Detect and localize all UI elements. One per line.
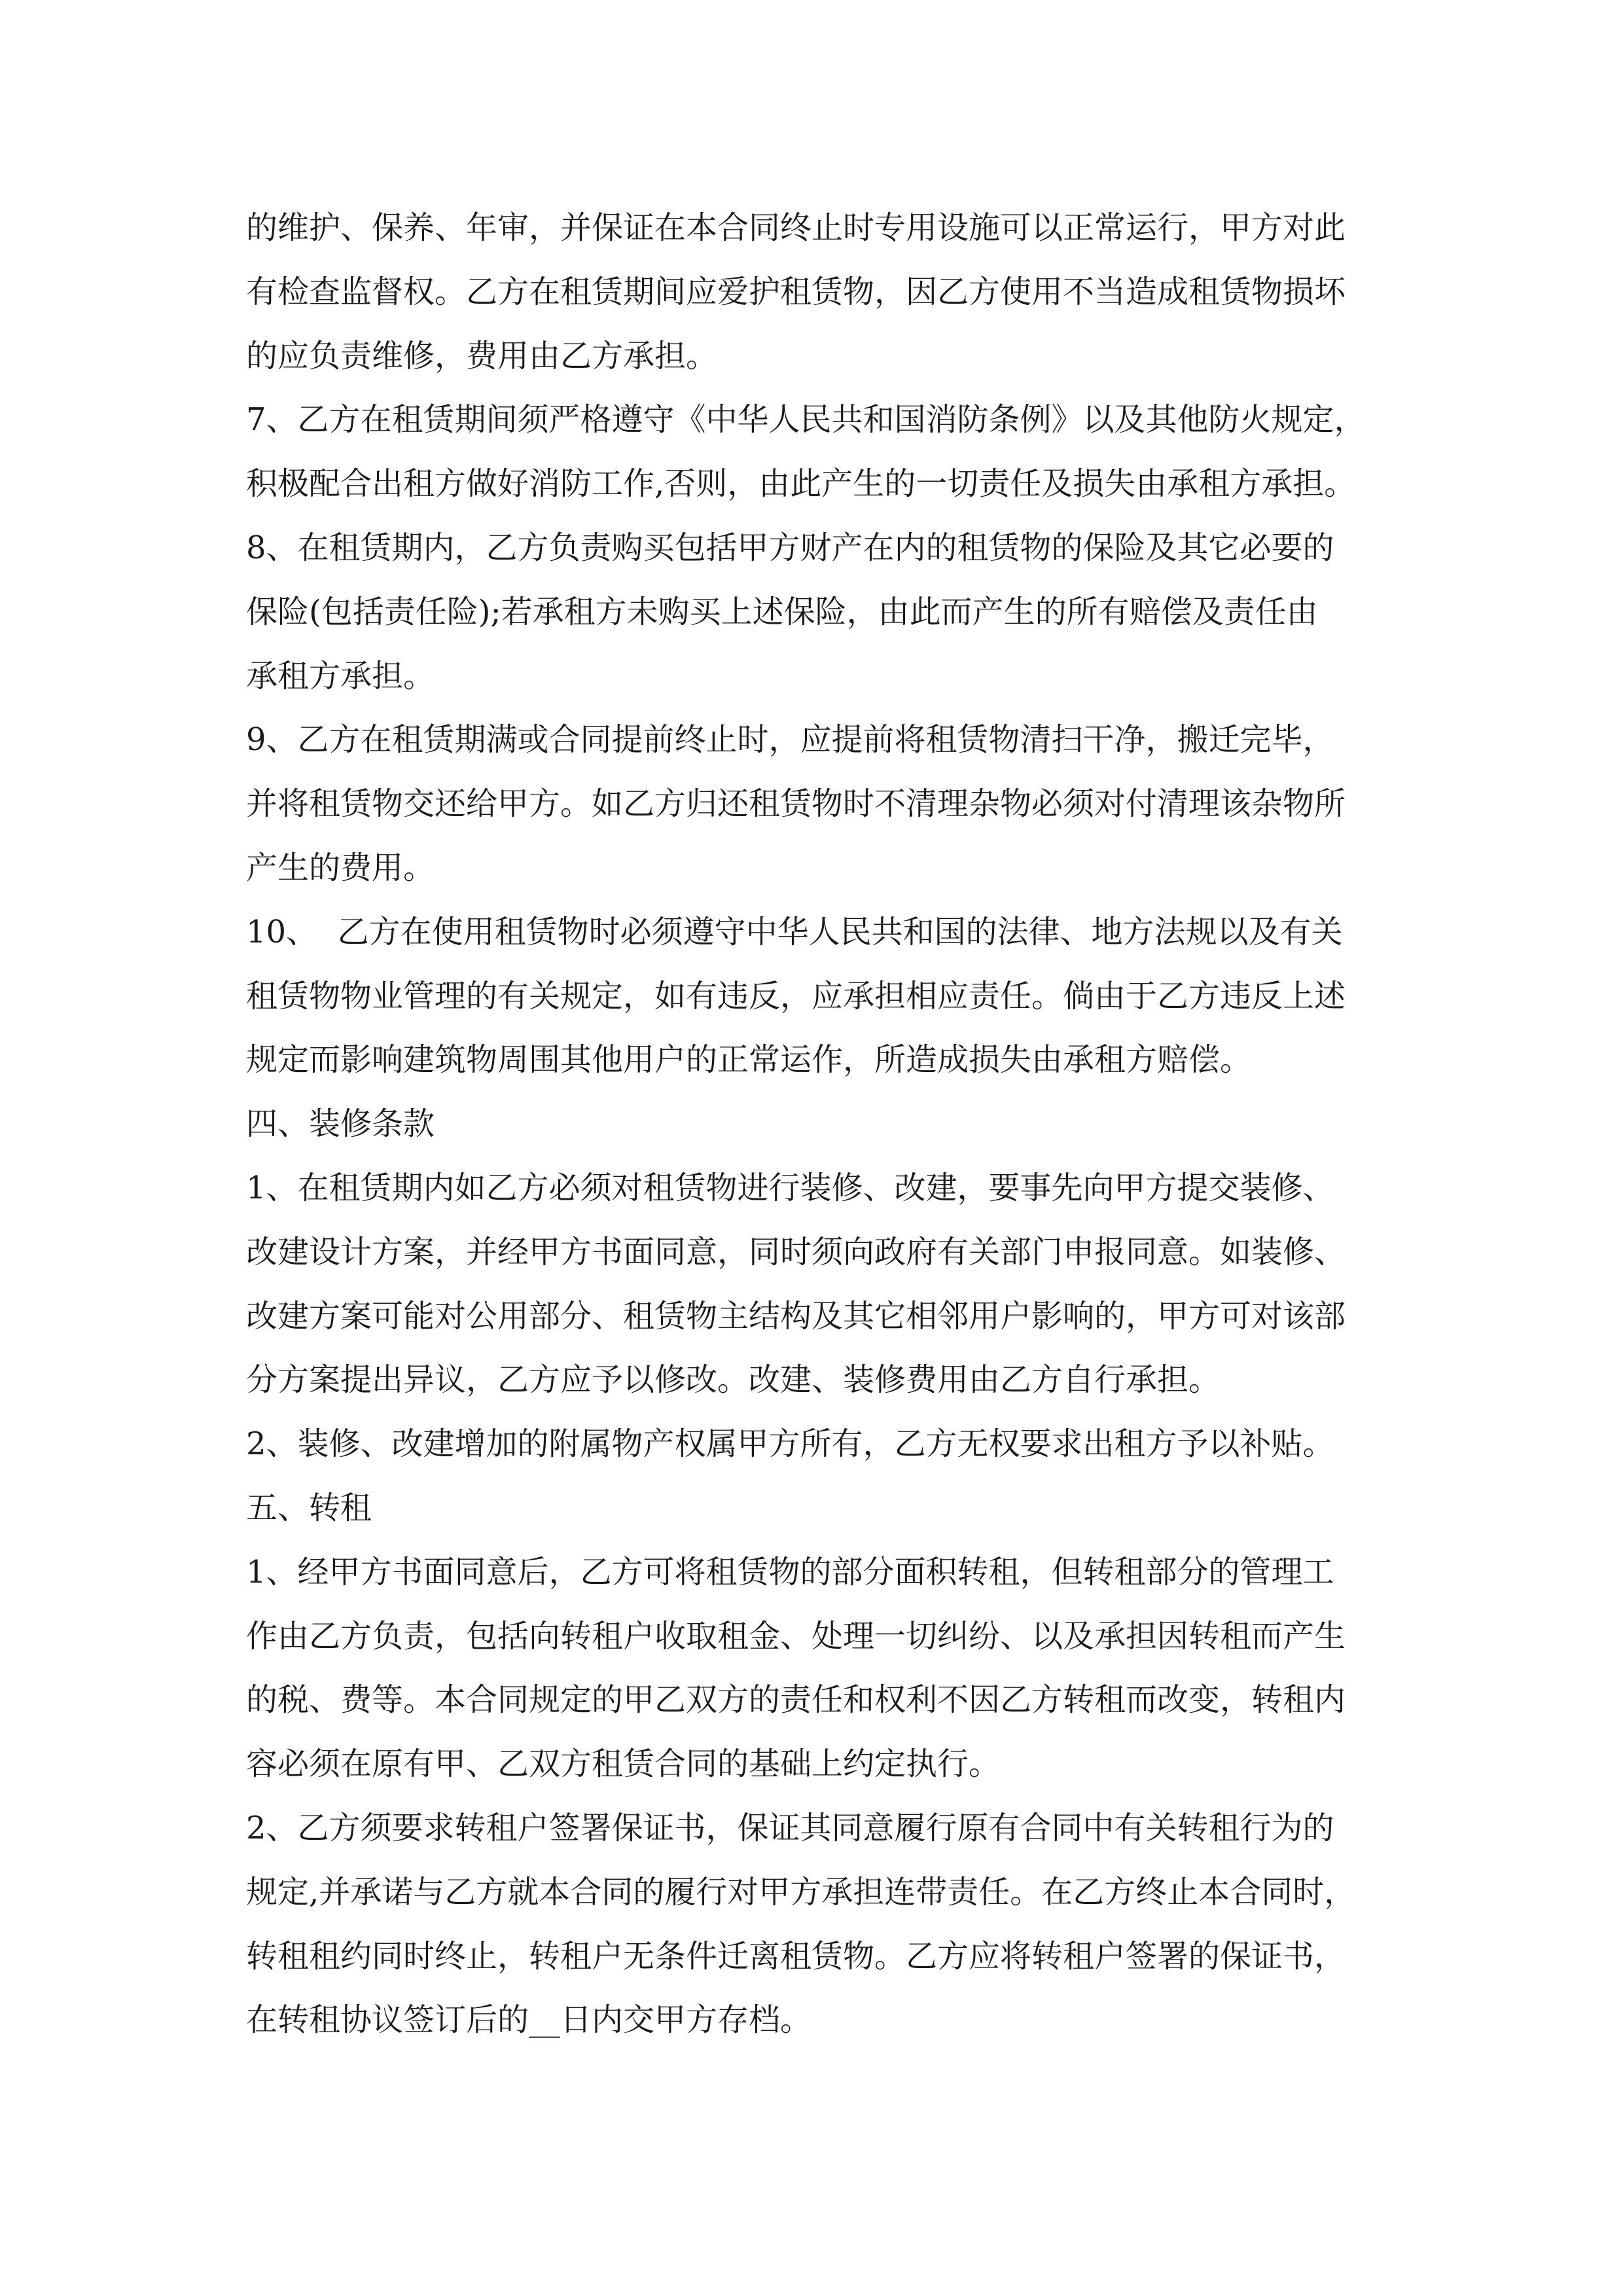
text-line: 租赁物物业管理的有关规定，如有违反，应承担相应责任。倘由于乙方违反上述 [246,977,1346,1014]
text-line: 容必须在原有甲、乙双方租赁合同的基础上约定执行。 [246,1746,1001,1783]
text-line: 保险(包括责任险);若承租方未购买上述保险，由此而产生的所有赔偿及责任由 [246,593,1318,630]
text-line: 产生的费用。 [246,849,435,886]
clause-9: 9、乙方在租赁期满或合同提前终止时，应提前将租赁物清扫干净，搬迁完毕， [246,721,1334,759]
clause-sublease-2: 2、乙方须要求转租户签署保证书，保证其同意履行原有合同中有关转租行为的 [246,1809,1334,1846]
clause-renovation-1: 1、在租赁期内如乙方必须对租赁物进行装修、改建，要事先向甲方提交装修、 [246,1169,1334,1206]
clause-10: 10、 乙方在使用租赁物时必须遵守中华人民共和国的法律、地方法规以及有关 [246,913,1343,950]
clause-8: 8、在租赁期内，乙方负责购买包括甲方财产在内的租赁物的保险及其它必要的 [246,529,1334,566]
section-heading-renovation: 四、装修条款 [246,1105,435,1143]
text-line: 分方案提出异议，乙方应予以修改。改建、装修费用由乙方自行承担。 [246,1361,1221,1399]
text-line: 的应负责维修，费用由乙方承担。 [246,337,718,374]
text-line: 规定而影响建筑物周围其他用户的正常运作，所造成损失由承租方赔偿。 [246,1041,1252,1079]
text-line: 的税、费等。本合同规定的甲乙双方的责任和权利不因乙方转租而改变，转租内 [246,1681,1346,1719]
clause-sublease-1: 1、经甲方书面同意后，乙方可将租赁物的部分面积转租，但转租部分的管理工 [246,1553,1334,1590]
text-line: 作由乙方负责，包括向转租户收取租金、处理一切纠纷、以及承担因转租而产生 [246,1617,1346,1655]
clause-renovation-2: 2、装修、改建增加的附属物产权属甲方所有，乙方无权要求出租方予以补贴。 [246,1426,1334,1463]
text-line: 有检查监督权。乙方在租赁期间应爱护租赁物，因乙方使用不当造成租赁物损坏 [246,273,1346,310]
text-line: 并将租赁物交还给甲方。如乙方归还租赁物时不清理杂物必须对付清理该杂物所 [246,785,1346,823]
text-line: 承租方承担。 [246,657,435,694]
text-line: 规定,并承诺与乙方就本合同的履行对甲方承担连带责任。在乙方终止本合同时， [246,1873,1356,1910]
clause-7: 7、乙方在租赁期间须严格遵守《中华人民共和国消防条例》以及其他防火规定， [246,401,1366,439]
section-heading-sublease: 五、转租 [246,1489,372,1526]
text-line: 转租租约同时终止，转租户无条件迁离租赁物。乙方应将转租户签署的保证书， [246,1937,1346,1975]
text-line: 在转租协议签订后的__日内交甲方存档。 [246,2001,812,2039]
text-line: 的维护、保养、年审，并保证在本合同终止时专用设施可以正常运行，甲方对此 [246,209,1346,246]
text-line: 改建设计方案，并经甲方书面同意，同时须向政府有关部门申报同意。如装修、 [246,1233,1346,1270]
text-line: 改建方案可能对公用部分、租赁物主结构及其它相邻用户影响的，甲方可对该部 [246,1297,1346,1335]
document-body [246,196,1398,2053]
text-line: 积极配合出租方做好消防工作,否则，由此产生的一切责任及损失由承租方承担。 [246,465,1356,503]
